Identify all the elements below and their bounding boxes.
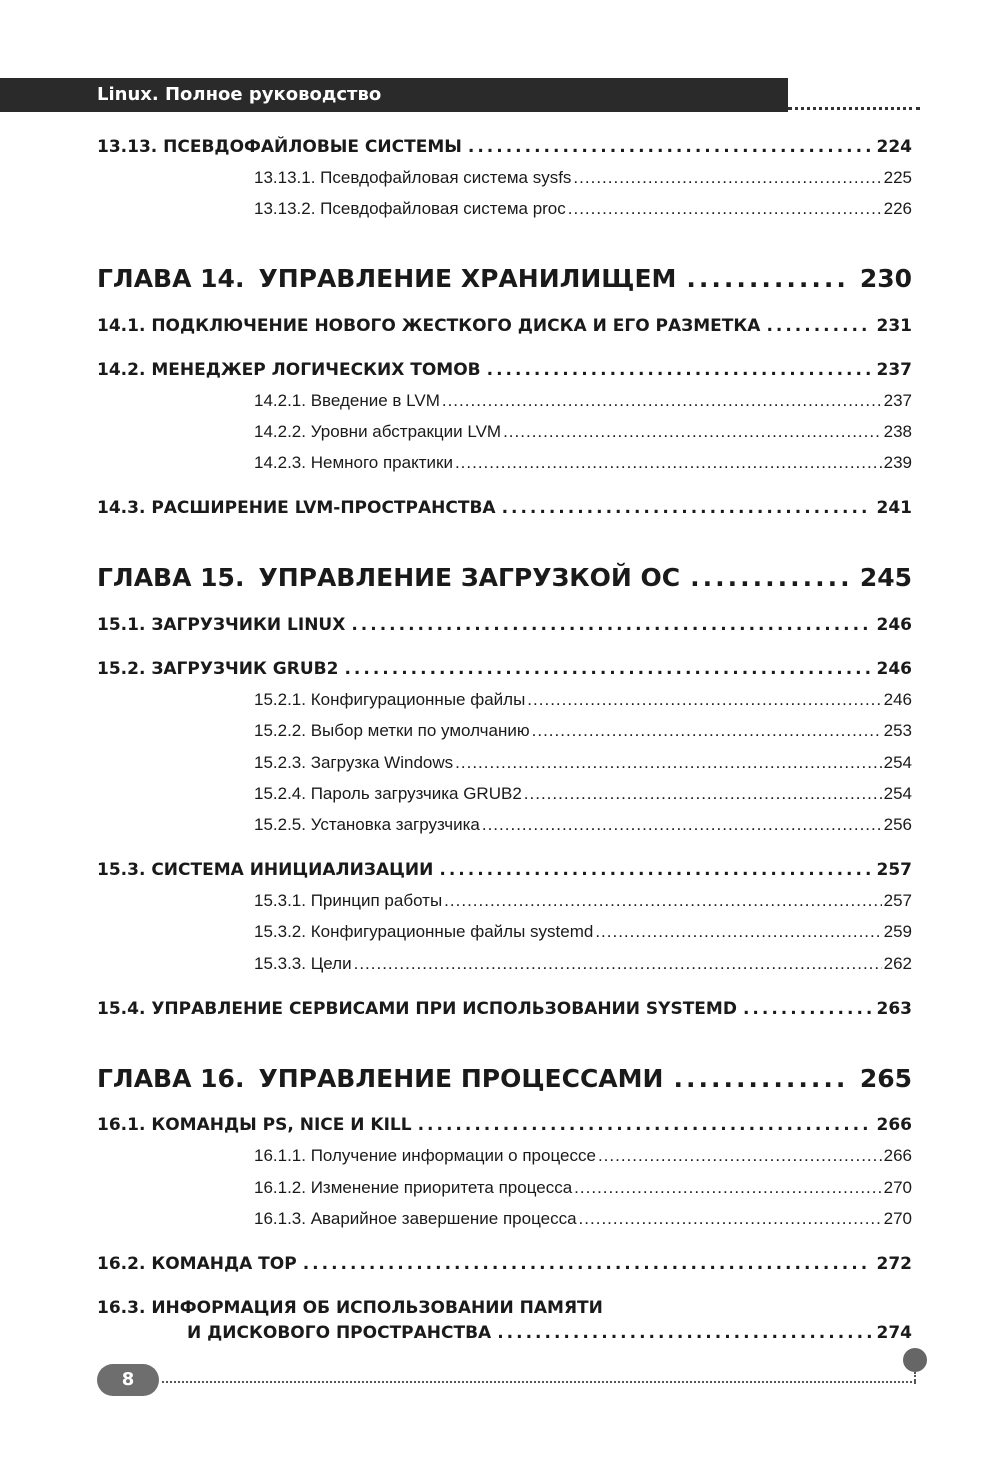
toc-title: 15.2. ЗАГРУЗЧИК GRUB2: [97, 659, 339, 679]
toc-page-number: 270: [883, 1209, 912, 1228]
toc-section-16-1[interactable]: [97, 1115, 912, 1135]
toc-title: И ДИСКОВОГО ПРОСТРАНСТВА: [187, 1323, 492, 1343]
toc-page-number: 254: [883, 784, 912, 803]
toc-title: 16.1. КОМАНДЫ PS, NICE И KILL: [97, 1115, 412, 1135]
dot-leader: [573, 168, 881, 188]
dot-leader: [444, 891, 881, 911]
toc-page-number: 241: [876, 498, 912, 518]
toc-section-14-3[interactable]: [97, 498, 912, 518]
toc-title: 13.13.2. Псевдофайловая система proc: [254, 199, 566, 218]
toc-subsection-15-2-1[interactable]: [254, 690, 912, 710]
toc-title: 15.1. ЗАГРУЗЧИКИ LINUX: [97, 615, 346, 635]
toc-page-number: 230: [859, 264, 912, 293]
toc-page-number: 253: [883, 721, 912, 740]
toc-chapter-16[interactable]: [97, 1064, 912, 1093]
toc-page-number: 254: [883, 753, 912, 772]
toc-subsection-15-3-1[interactable]: [254, 891, 912, 911]
dot-leader: [497, 1323, 870, 1343]
toc-page-number: 231: [876, 316, 912, 336]
dot-leader: [686, 264, 849, 293]
dot-leader: [524, 784, 882, 804]
toc-section-15-3[interactable]: [97, 860, 912, 880]
toc-subsection-15-2-5[interactable]: [254, 815, 912, 835]
toc-section-15-4[interactable]: [97, 999, 912, 1019]
toc-section-13-13[interactable]: [97, 137, 912, 157]
toc-title: 14.2.1. Введение в LVM: [254, 391, 440, 410]
toc-page-number: 224: [876, 137, 912, 157]
toc-chapter-heading: [97, 1064, 663, 1093]
dot-leader: [568, 199, 882, 219]
dot-leader: [502, 498, 871, 518]
toc-subsection-15-2-3[interactable]: [254, 753, 912, 773]
toc-chapter-heading: [97, 563, 680, 592]
toc-subsection-16-1-3[interactable]: [254, 1209, 912, 1229]
toc-section-16-3-line1[interactable]: [97, 1298, 912, 1318]
header-dotted-rule: [788, 107, 920, 110]
dot-leader: [532, 721, 882, 741]
toc-title: 15.3.3. Цели: [254, 954, 352, 973]
dot-leader: [743, 999, 871, 1019]
toc-page-number: 246: [876, 659, 912, 679]
toc-subsection-14-2-2[interactable]: [254, 422, 912, 442]
toc-page-number: 257: [883, 891, 912, 910]
dot-leader: [487, 360, 871, 380]
dot-leader: [574, 1178, 881, 1198]
toc-page-number: 259: [883, 922, 912, 941]
toc-subsection-15-2-2[interactable]: [254, 721, 912, 741]
dot-leader: [303, 1254, 871, 1274]
dot-leader: [468, 137, 871, 157]
toc-title: 15.4. УПРАВЛЕНИЕ СЕРВИСАМИ ПРИ ИСПОЛЬЗОВАНИИ SYSTEMD: [97, 999, 737, 1019]
toc-title: 16.3. ИНФОРМАЦИЯ ОБ ИСПОЛЬЗОВАНИИ ПАМЯТИ: [97, 1298, 603, 1318]
toc-title: 16.1.1. Получение информации о процессе: [254, 1146, 596, 1165]
dot-leader: [595, 922, 881, 942]
toc-title: 15.2.4. Пароль загрузчика GRUB2: [254, 784, 522, 803]
toc-page-number: 266: [876, 1115, 912, 1135]
toc-page-number: 266: [883, 1146, 912, 1165]
toc-title: 15.3.2. Конфигурационные файлы systemd: [254, 922, 594, 941]
toc-page-number: 272: [876, 1254, 912, 1274]
toc-subsection-15-2-4[interactable]: [254, 784, 912, 804]
toc-title: 15.3. СИСТЕМА ИНИЦИАЛИЗАЦИИ: [97, 860, 434, 880]
toc-title: 14.2.3. Немного практики: [254, 453, 453, 472]
toc-title: 16.2. КОМАНДА TOP: [97, 1254, 297, 1274]
footer-vertical-dotted-rule: [914, 1372, 916, 1384]
toc-subsection-15-3-3[interactable]: [254, 954, 912, 974]
toc-chapter-label: ГЛАВА 16.: [97, 1064, 245, 1093]
toc-title: 15.2.2. Выбор метки по умолчанию: [254, 721, 530, 740]
toc-subsection-16-1-1[interactable]: [254, 1146, 912, 1166]
toc-subsection-13-13-1[interactable]: [254, 168, 912, 188]
toc-title: УПРАВЛЕНИЕ ХРАНИЛИЩЕМ: [258, 264, 677, 293]
dot-leader: [354, 954, 882, 974]
toc-page-number: 238: [883, 422, 912, 441]
toc-page-number: 263: [876, 999, 912, 1019]
toc-title: 15.2.1. Конфигурационные файлы: [254, 690, 526, 709]
dot-leader: [351, 615, 870, 635]
toc-page-number: 237: [876, 360, 912, 380]
dot-leader: [766, 316, 870, 336]
toc-chapter-14[interactable]: [97, 264, 912, 293]
dot-leader: [482, 815, 882, 835]
toc-title: 14.2.2. Уровни абстракции LVM: [254, 422, 502, 441]
toc-chapter-heading: [97, 264, 676, 293]
dot-leader: [344, 659, 870, 679]
toc-page-number: 246: [876, 615, 912, 635]
toc-subsection-13-13-2[interactable]: [254, 199, 912, 219]
toc-title: 14.1. ПОДКЛЮЧЕНИЕ НОВОГО ЖЕСТКОГО ДИСКА И ЕГО РАЗМЕТКА: [97, 316, 761, 336]
dot-leader: [439, 860, 870, 880]
running-header-title: Linux. Полное руководство: [97, 84, 382, 105]
dot-leader: [442, 391, 882, 411]
toc-page-number: 226: [883, 199, 912, 218]
toc-title: 14.2. МЕНЕДЖЕР ЛОГИЧЕСКИХ ТОМОВ: [97, 360, 481, 380]
toc-page-number: 262: [883, 954, 912, 973]
toc-title: 16.1.3. Аварийное завершение процесса: [254, 1209, 577, 1228]
dot-leader: [673, 1064, 849, 1093]
dot-leader: [527, 690, 881, 710]
toc-chapter-15[interactable]: [97, 563, 912, 592]
toc-page-number: 256: [883, 815, 912, 834]
footer-circle-ornament: [903, 1348, 927, 1372]
dot-leader: [690, 563, 850, 592]
toc-title: 15.2.3. Загрузка Windows: [254, 753, 454, 772]
toc-chapter-label: ГЛАВА 14.: [97, 264, 245, 293]
toc-title: 15.2.5. Установка загрузчика: [254, 815, 480, 834]
toc-section-16-3-line2[interactable]: [187, 1323, 912, 1343]
running-header: [0, 78, 788, 112]
toc-title: УПРАВЛЕНИЕ ЗАГРУЗКОЙ ОС: [258, 563, 681, 592]
dot-leader: [455, 453, 882, 473]
toc-page-number: 239: [883, 453, 912, 472]
dot-leader: [503, 422, 882, 442]
dot-leader: [418, 1115, 871, 1135]
dot-leader: [598, 1146, 882, 1166]
toc-subsection-16-1-2[interactable]: [254, 1178, 912, 1198]
toc-subsection-14-2-1[interactable]: [254, 391, 912, 411]
toc-page-number: 265: [859, 1064, 912, 1093]
toc-page-number: 245: [859, 563, 912, 592]
toc-chapter-label: ГЛАВА 15.: [97, 563, 245, 592]
toc-page-number: 270: [883, 1178, 912, 1197]
toc-section-15-1[interactable]: [97, 615, 912, 635]
toc-section-14-1[interactable]: [97, 316, 912, 336]
toc-page-number: 274: [876, 1323, 912, 1343]
dot-leader: [455, 753, 881, 773]
toc-section-16-2[interactable]: [97, 1254, 912, 1274]
toc-section-15-2[interactable]: [97, 659, 912, 679]
toc-page-number: 257: [876, 860, 912, 880]
page-number: 8: [121, 1369, 135, 1390]
footer-dotted-rule: [162, 1381, 916, 1383]
toc-title: 13.13. ПСЕВДОФАЙЛОВЫЕ СИСТЕМЫ: [97, 137, 462, 157]
toc-page-number: 225: [883, 168, 912, 187]
toc-title: УПРАВЛЕНИЕ ПРОЦЕССАМИ: [258, 1064, 664, 1093]
toc-subsection-14-2-3[interactable]: [254, 453, 912, 473]
toc-title: 15.3.1. Принцип работы: [254, 891, 443, 910]
toc-page-number: 246: [883, 690, 912, 709]
dot-leader: [579, 1209, 882, 1229]
toc-section-14-2[interactable]: [97, 360, 912, 380]
toc-page-number: 237: [883, 391, 912, 410]
toc-subsection-15-3-2[interactable]: [254, 922, 912, 942]
toc-title: 16.1.2. Изменение приоритета процесса: [254, 1178, 573, 1197]
page-number-badge: [97, 1364, 159, 1396]
toc-title: 13.13.1. Псевдофайловая система sysfs: [254, 168, 572, 187]
toc-title: 14.3. РАСШИРЕНИЕ LVM-ПРОСТРАНСТВА: [97, 498, 496, 518]
